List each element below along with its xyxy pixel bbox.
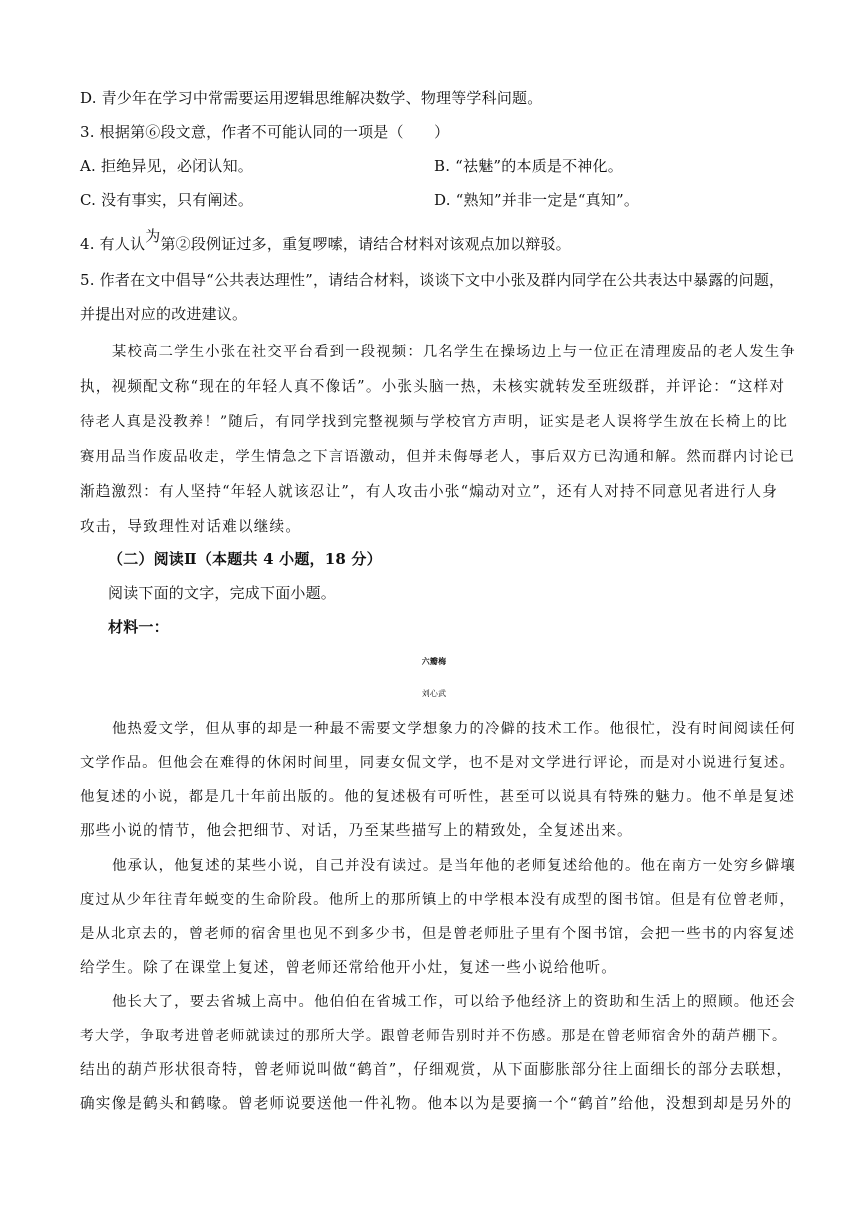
story-paragraph-line: 考大学，争取考进曾老师就读过的那所大学。跟曾老师告别时并不伤感。那是在曾老师宿舍外的葫芦棚下。 <box>80 1028 788 1044</box>
story-paragraph-line: 他长大了，要去省城上高中。他伯伯在省城工作，可以给予他经济上的资助和生活上的照顾。他还会 <box>112 994 796 1010</box>
question-4-raised-char: 为 <box>145 227 161 245</box>
question-2-option-d: D. 青少年在学习中常需要运用逻辑思维解决数学、物理等学科问题。 <box>80 89 543 107</box>
story-paragraph-line: 他复述的小说，都是几十年前出版的。他的复述极有可听性，甚至可以说具有特殊的魅力。他不单是复述 <box>80 789 796 805</box>
question-4 <box>80 227 571 254</box>
question-3-option-d: D. “熟知”并非一定是“真知”。 <box>434 191 640 209</box>
story-paragraph-line: 文学作品。但他会在难得的休闲时间里，同妻女侃文学，也不是对文学进行评论，而是对小说进行复述。 <box>80 755 796 771</box>
story-paragraph-line: 那些小说的情节，他会把细节、对话，乃至某些描写上的精致处，全复述出来。 <box>80 822 633 839</box>
case-text-line: 渐趋激烈：有人坚持“年轻人就该忍让”，有人攻击小张“煽动对立”，还有人对持不同意见者进行人身 <box>80 483 778 500</box>
question-3-stem: 3. 根据第⑥段文意，作者不可能认同的一项是（ ） <box>80 123 450 141</box>
question-3-option-c: C. 没有事实，只有阐述。 <box>80 191 254 209</box>
question-3-option-b: B. “祛魅”的本质是不神化。 <box>434 157 623 175</box>
question-5-line-2: 并提出对应的改进建议。 <box>80 305 248 323</box>
story-title: 六瓣梅 <box>421 656 447 666</box>
material-label: 材料一： <box>108 618 169 636</box>
case-text-line: 赛用品当作废品收走，学生情急之下言语激动，但并未侮辱老人，事后双方已沟通和解。然而群内讨论已 <box>80 449 796 465</box>
question-4-part-1: 4. 有人认 <box>80 235 146 253</box>
case-text-line: 待老人真是没教养！”随后，有同学找到完整视频与学校官方声明，证实是老人误将学生放在长椅上的比 <box>80 414 789 430</box>
section-2-instruction: 阅读下面的文字，完成下面小题。 <box>108 584 337 602</box>
story-paragraph-line: 他承认，他复述的某些小说，自己并没有读过。是当年他的老师复述给他的。他在南方一处穷乡僻壤 <box>112 858 796 874</box>
case-text-line: 某校高二学生小张在社交平台看到一段视频：几名学生在操场边上与一位正在清理废品的老人发生争 <box>112 344 796 360</box>
case-text-line: 执，视频配文称“现在的年轻人真不像话”。小张头脑一热，未核实就转发至班级群，并评论：“这样对 <box>80 378 786 395</box>
section-2-heading: （二）阅读Ⅱ（本题共 4 小题，18 分） <box>108 550 382 568</box>
story-paragraph-line: 是从北京去的，曾老师的宿舍里也见不到多少书，但是曾老师肚子里有个图书馆，会把一些书的内容复述 <box>80 926 796 942</box>
story-paragraph-line: 给学生。除了在课堂上复述，曾老师还常给他开小灶，复述一些小说给他听。 <box>80 959 617 976</box>
case-text-line: 攻击，导致理性对话难以继续。 <box>80 518 302 535</box>
story-paragraph-line: 他热爱文学，但从事的却是一种最不需要文学想象力的冷僻的技术工作。他很忙，没有时间阅读任何 <box>112 721 796 737</box>
question-5-line-1: 5. 作者在文中倡导“公共表达理性”，请结合材料，谈谈下文中小张及群内同学在公共表达中暴露的问题， <box>80 271 785 289</box>
story-paragraph-line: 度过从少年往青年蜕变的生命阶段。他所上的那所镇上的中学根本没有成型的图书馆。但是有位曾老师， <box>80 892 796 908</box>
story-author: 刘心武 <box>421 689 447 698</box>
story-paragraph-line: 确实像是鹤头和鹤喙。曾老师说要送他一件礼物。他本以为是要摘一个“鹤首”给他，没想到却是另外的 <box>80 1095 793 1112</box>
question-3-option-a: A. 拒绝异见，必闭认知。 <box>80 157 253 175</box>
story-paragraph-line: 结出的葫芦形状很奇特，曾老师说叫做“鹤首”，仔细观赏，从下面膨胀部分往上面细长的部分去联想， <box>80 1061 793 1078</box>
question-4-part-2: 第②段例证过多，重复啰嗦，请结合材料对该观点加以辩驳。 <box>160 235 571 253</box>
